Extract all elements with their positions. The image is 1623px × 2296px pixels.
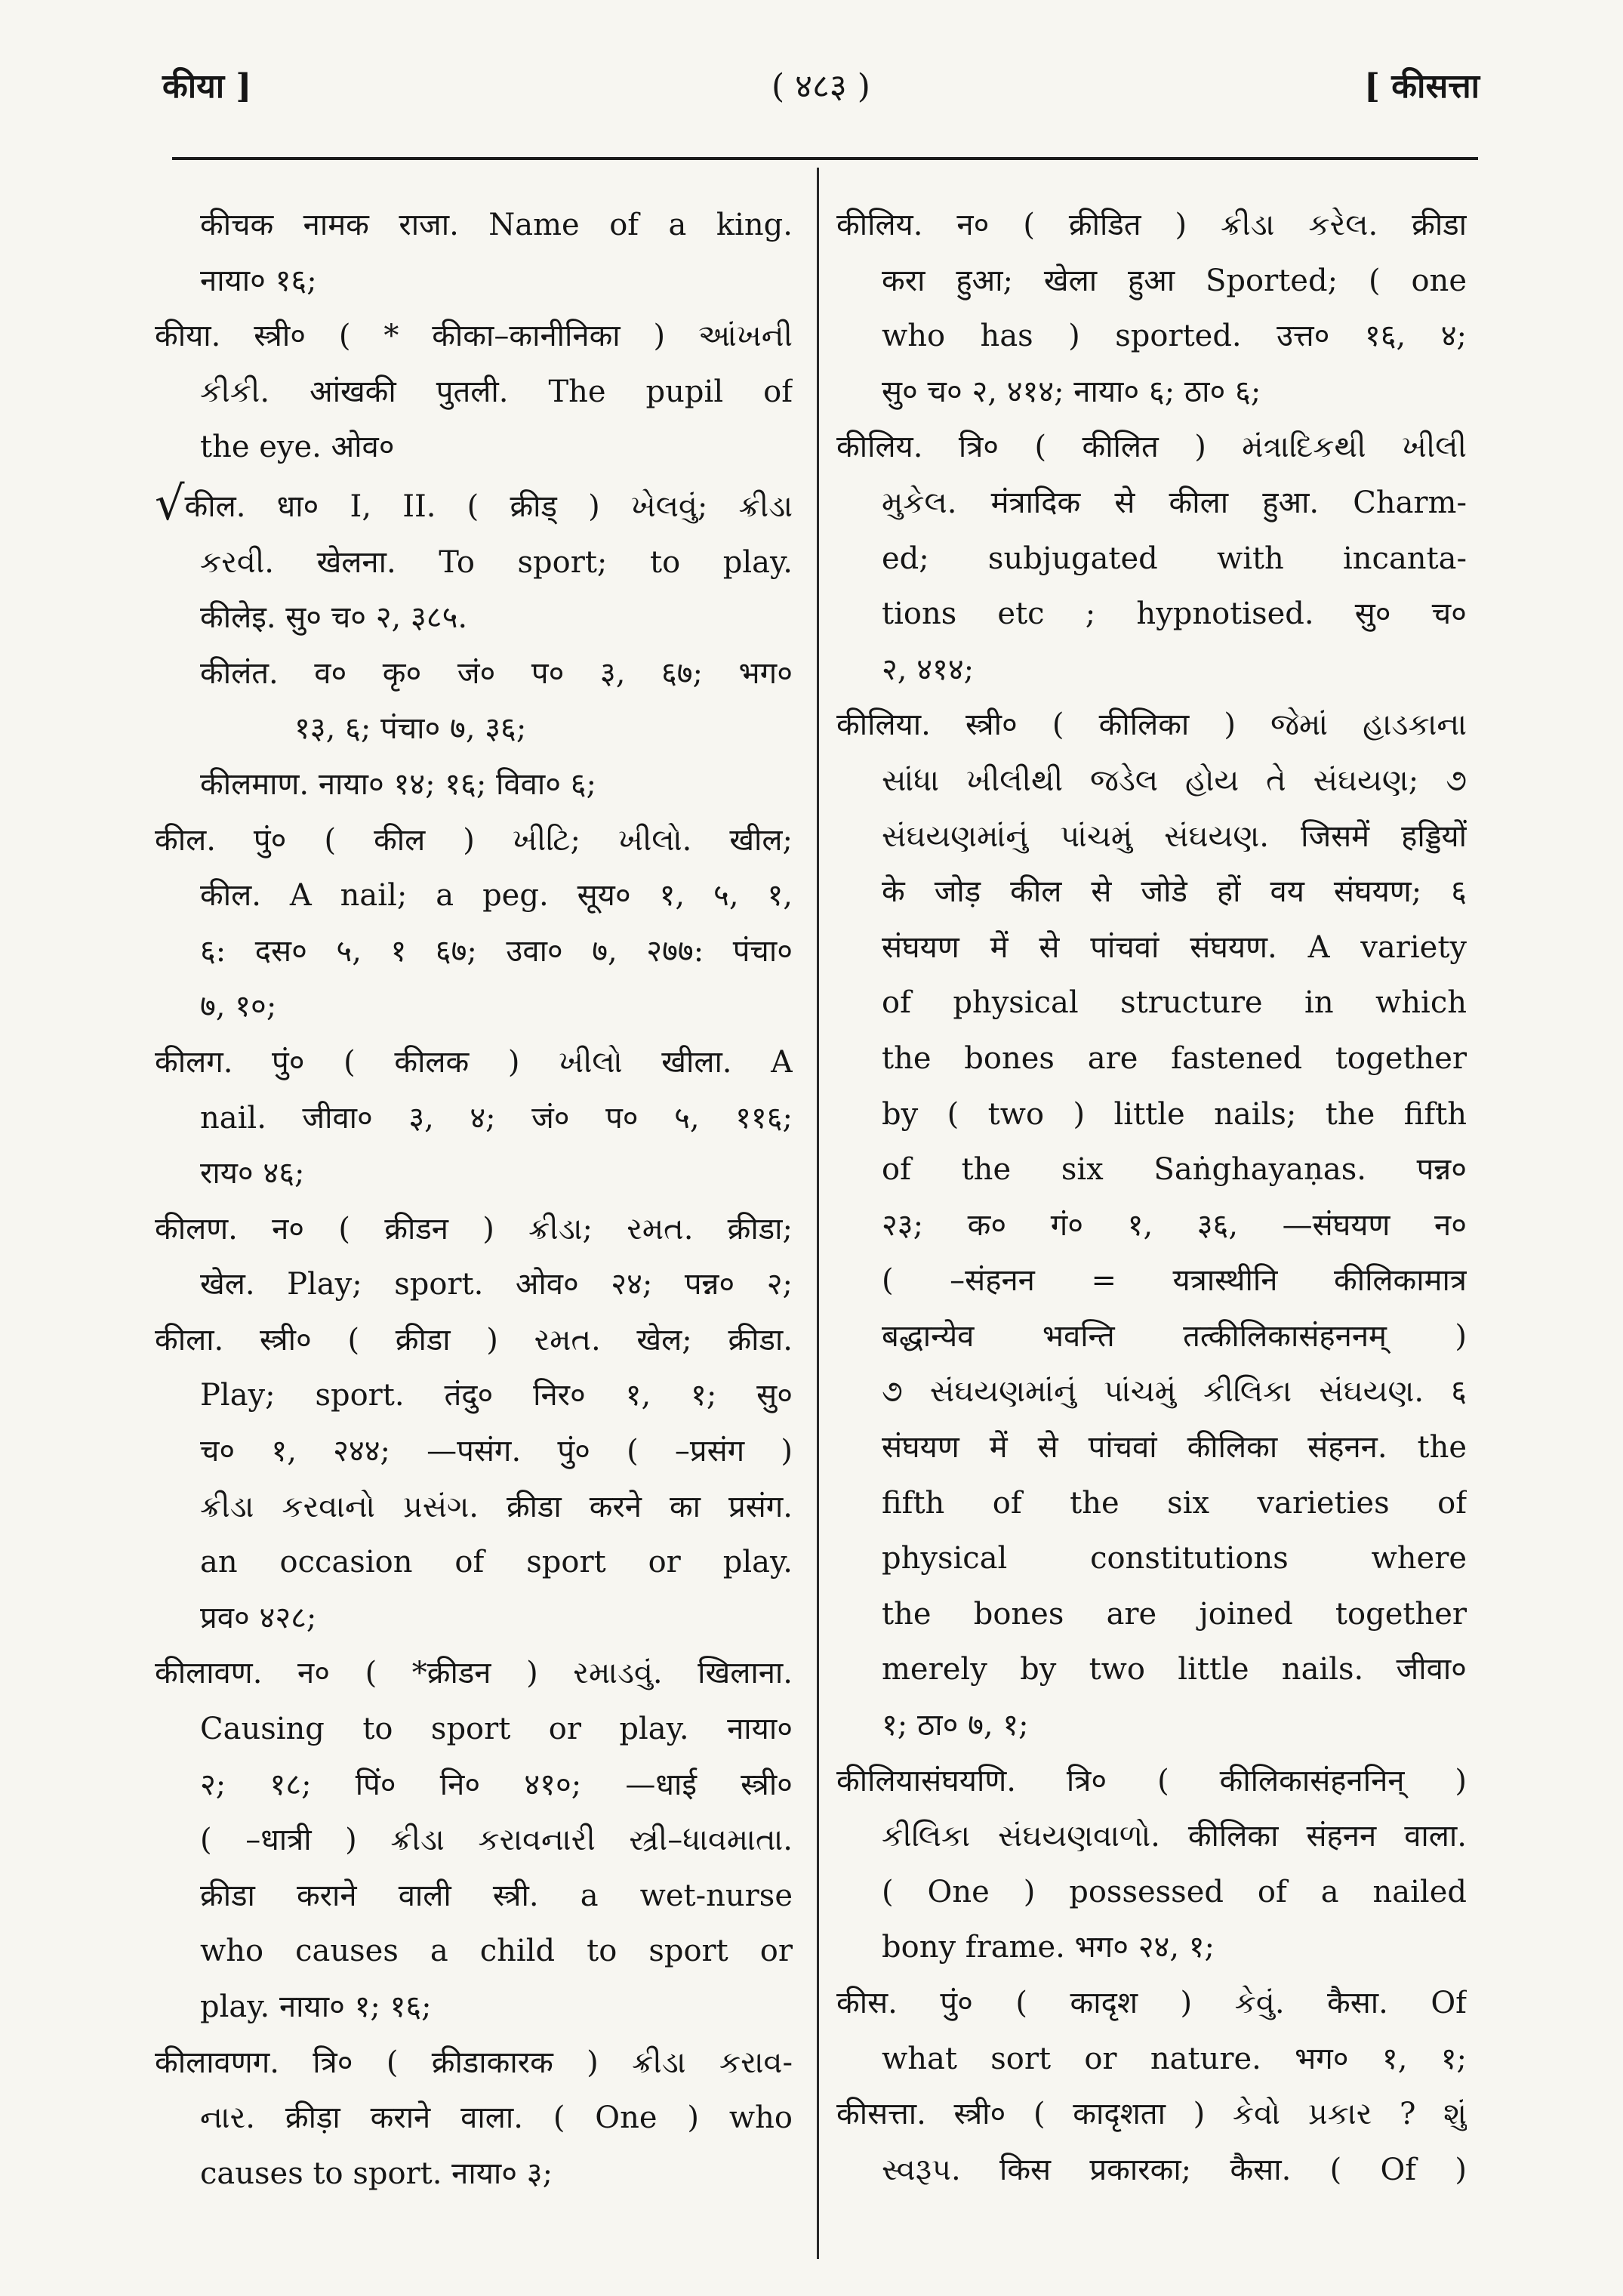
dictionary-line: सु० च० २, ४१४; नाया० ६; ठा० ६; — [882, 374, 1261, 409]
dictionary-line: १; ठा० ७, १; — [882, 1708, 1029, 1743]
dictionary-line: √कील. धा० I, II. ( क्रीड् ) ખેલવું; ક્રીડા — [155, 475, 793, 531]
dictionary-line: Play; sport. तंदु० निर० १, १; सु० — [200, 1378, 793, 1413]
dictionary-line: કરવી. खेलना. To sport; to play. — [200, 544, 793, 580]
dictionary-line: tions etc ; hypnotised. सु० च० — [882, 596, 1467, 632]
header-right-guide-word: [ कीसत्ता — [1364, 67, 1480, 106]
dictionary-line: कीलावण. न० ( *क्रीडन ) રમાડવું. खिलाना. — [155, 1656, 793, 1691]
dictionary-line: play. नाया० १; १६; — [200, 1989, 432, 2024]
dictionary-line: कीलियासंघयणि. त्रि० ( कीलिकासंहननिन् ) — [836, 1763, 1467, 1798]
dictionary-line: कीचक नामक राजा. Name of a king. — [200, 208, 793, 242]
dictionary-line: कीला. स्त्री० ( क्रीडा ) રમત. खेल; क्रीडा. — [155, 1322, 793, 1358]
dictionary-line: who causes a child to sport or — [200, 1934, 793, 1969]
dictionary-line: नाया० १६; — [200, 263, 317, 298]
header-rule — [172, 157, 1478, 160]
page-header — [162, 62, 1480, 122]
dictionary-line: what sort or nature. भग० १, १; — [882, 2041, 1467, 2076]
dictionary-line: ( –संहनन = यत्रास्थीनि कीलिकामात्र — [882, 1263, 1467, 1299]
dictionary-line: who has ) sported. उत्त० १६, ४; — [882, 319, 1467, 354]
left-column — [155, 198, 793, 2202]
dictionary-line: કીલિકા સંઘયણવાળો. कीलिका संहनन वाला. — [882, 1819, 1467, 1854]
dictionary-line: कीलमाण. नाया० १४; १६; विवा० ६; — [200, 766, 597, 802]
dictionary-line: નાર. क्रीड़ा कराने वाला. ( One ) who — [200, 2100, 793, 2136]
dictionary-line: प्रव० ४२८; — [200, 1600, 317, 1635]
dictionary-line: physical constitutions where — [882, 1541, 1467, 1576]
dictionary-line: संघयण में से पांचवां संघयण. A variety — [882, 929, 1467, 965]
dictionary-line: ( –धात्री ) ક્રીડા કરાવનારી સ્ત્રી–ધાવમાતા. — [200, 1823, 793, 1858]
dictionary-line: राय० ४६; — [200, 1156, 305, 1191]
dictionary-line: by ( two ) little nails; the fifth — [882, 1096, 1467, 1132]
dictionary-line: कीलावणग. त्रि० ( क्रीडाकारक ) ક્રીડા કરાવ- — [155, 2045, 793, 2080]
dictionary-line: कीया. स्त्री० ( * कीका–कानीनिका ) આંખની — [155, 319, 793, 354]
dictionary-line: nail. जीवा० ३, ४; जं० प० ५, ११६; — [200, 1100, 793, 1136]
dictionary-line: કીકી. आंखकी पुतली. The pupil of — [200, 374, 793, 409]
dictionary-line: खेल. Play; sport. ओव० २४; पन्न० २; — [200, 1267, 793, 1302]
dictionary-line: कीलग. पुं० ( कीलक ) ખીલો खीला. A — [155, 1044, 793, 1080]
dictionary-line: મુકેલ. मंत्रादिक से कीला हुआ. Charm- — [882, 485, 1467, 520]
column-divider — [817, 168, 819, 2259]
dictionary-line: Causing to sport or play. नाया० — [200, 1712, 793, 1747]
dictionary-line: an occasion of sport or play. — [200, 1545, 793, 1580]
dictionary-line: क्रीडा कराने वाली स्त्री. a wet-nurse — [200, 1878, 793, 1913]
dictionary-line: १३, ६; पंचा० ७, ३६; — [294, 711, 527, 747]
header-left-guide-word: कीया ] — [162, 67, 252, 106]
dictionary-line: fifth of the six varieties of — [882, 1485, 1467, 1521]
right-column — [836, 198, 1467, 2198]
dictionary-line: ૭ સંઘયણમાંનું પાંચમું કીલિકા સંઘયણ. ६ — [882, 1374, 1467, 1410]
dictionary-line: कीलण. न० ( क्रीडन ) ક્રીડા; રમત. क्रीडा; — [155, 1211, 793, 1247]
dictionary-line: २३; क० गं० १, ३६, —संघयण न० — [882, 1207, 1467, 1243]
dictionary-line: २; १८; पिं० नि० ४१०; —धाई स्त्री० — [200, 1767, 793, 1802]
dictionary-line: करा हुआ; खेला हुआ Sported; ( one — [882, 263, 1467, 298]
dictionary-line: સાંધા ખીલીથી જડેલ હોય તે સંઘયણ; ૭ — [882, 763, 1467, 798]
dictionary-line: बद्धान्येव भवन्ति तत्कीलिकासंहननम् ) — [882, 1318, 1467, 1354]
dictionary-line: causes to sport. नाया० ३; — [200, 2156, 553, 2191]
dictionary-line: the bones are fastened together — [882, 1040, 1467, 1076]
check-mark-annotation: √ — [155, 475, 185, 531]
dictionary-line: ક્રીડા કરવાનો પ્રસંગ. क्रीडा करने का प्रसंग. — [200, 1489, 793, 1524]
dictionary-line: कीलंत. व० कृ० जं० प० ३, ६७; भग० — [200, 655, 793, 691]
dictionary-line: merely by two little nails. जीवा० — [882, 1652, 1467, 1687]
dictionary-line: the bones are joined together — [882, 1596, 1467, 1632]
dictionary-line: कीलिय. त्रि० ( कीलित ) મંત્રાદિકથી ખીલી — [836, 430, 1467, 465]
dictionary-line: ed; subjugated with incanta- — [882, 541, 1467, 576]
dictionary-line: च० १, २४४; —पसंग. पुं० ( –प्रसंग ) — [200, 1434, 793, 1469]
dictionary-line: कीस. पुं० ( कादृश ) કેવું. कैसा. Of — [836, 1986, 1467, 2020]
dictionary-line: સ્વરૂપ. किस प्रकारका; कैसा. ( Of ) — [882, 2152, 1467, 2187]
dictionary-line: के जोड़ कील से जोडे हों वय संघयण; ६ — [882, 874, 1467, 910]
dictionary-line: कीसत्ता. स्त्री० ( कादृशता ) કેવો પ્રકાર ? શું — [836, 2097, 1467, 2132]
dictionary-line: સંઘયણમાંનું પાંચમું સંઘયણ. जिसमें हड्डियों — [882, 818, 1467, 854]
dictionary-line: कीलिय. न० ( क्रीडित ) ક્રીડા કરેલ. क्रीडा — [836, 208, 1467, 242]
dictionary-line: कील. A nail; a peg. सूय० १, ५, १, — [200, 878, 793, 914]
dictionary-line: कील. पुं० ( कील ) ખીટિ; ખીલો. खील; — [155, 822, 793, 858]
dictionary-line: the eye. ओव० — [200, 430, 395, 465]
page-number: ( ४८३ ) — [771, 67, 870, 106]
dictionary-line: कीलिया. स्त्री० ( कीलिका ) જેમાં હાડકાના — [836, 707, 1467, 743]
dictionary-line: संघयण में से पांचवां कीलिका संहनन. the — [882, 1430, 1467, 1465]
dictionary-line: कीलेइ. सु० च० २, ३८५. — [200, 600, 468, 636]
dictionary-line: of physical structure in which — [882, 985, 1467, 1021]
dictionary-line: ६: दस० ५, १ ६७; उवा० ७, २७७: पंचा० — [200, 933, 793, 969]
dictionary-line: bony frame. भग० २४, १; — [882, 1930, 1215, 1965]
dictionary-line: ( One ) possessed of a nailed — [882, 1874, 1467, 1909]
dictionary-line: ७, १०; — [200, 989, 277, 1025]
dictionary-line: २, ४१४; — [882, 652, 975, 687]
dictionary-line: of the six Saṅghayaṇas. पन्न० — [882, 1152, 1467, 1188]
